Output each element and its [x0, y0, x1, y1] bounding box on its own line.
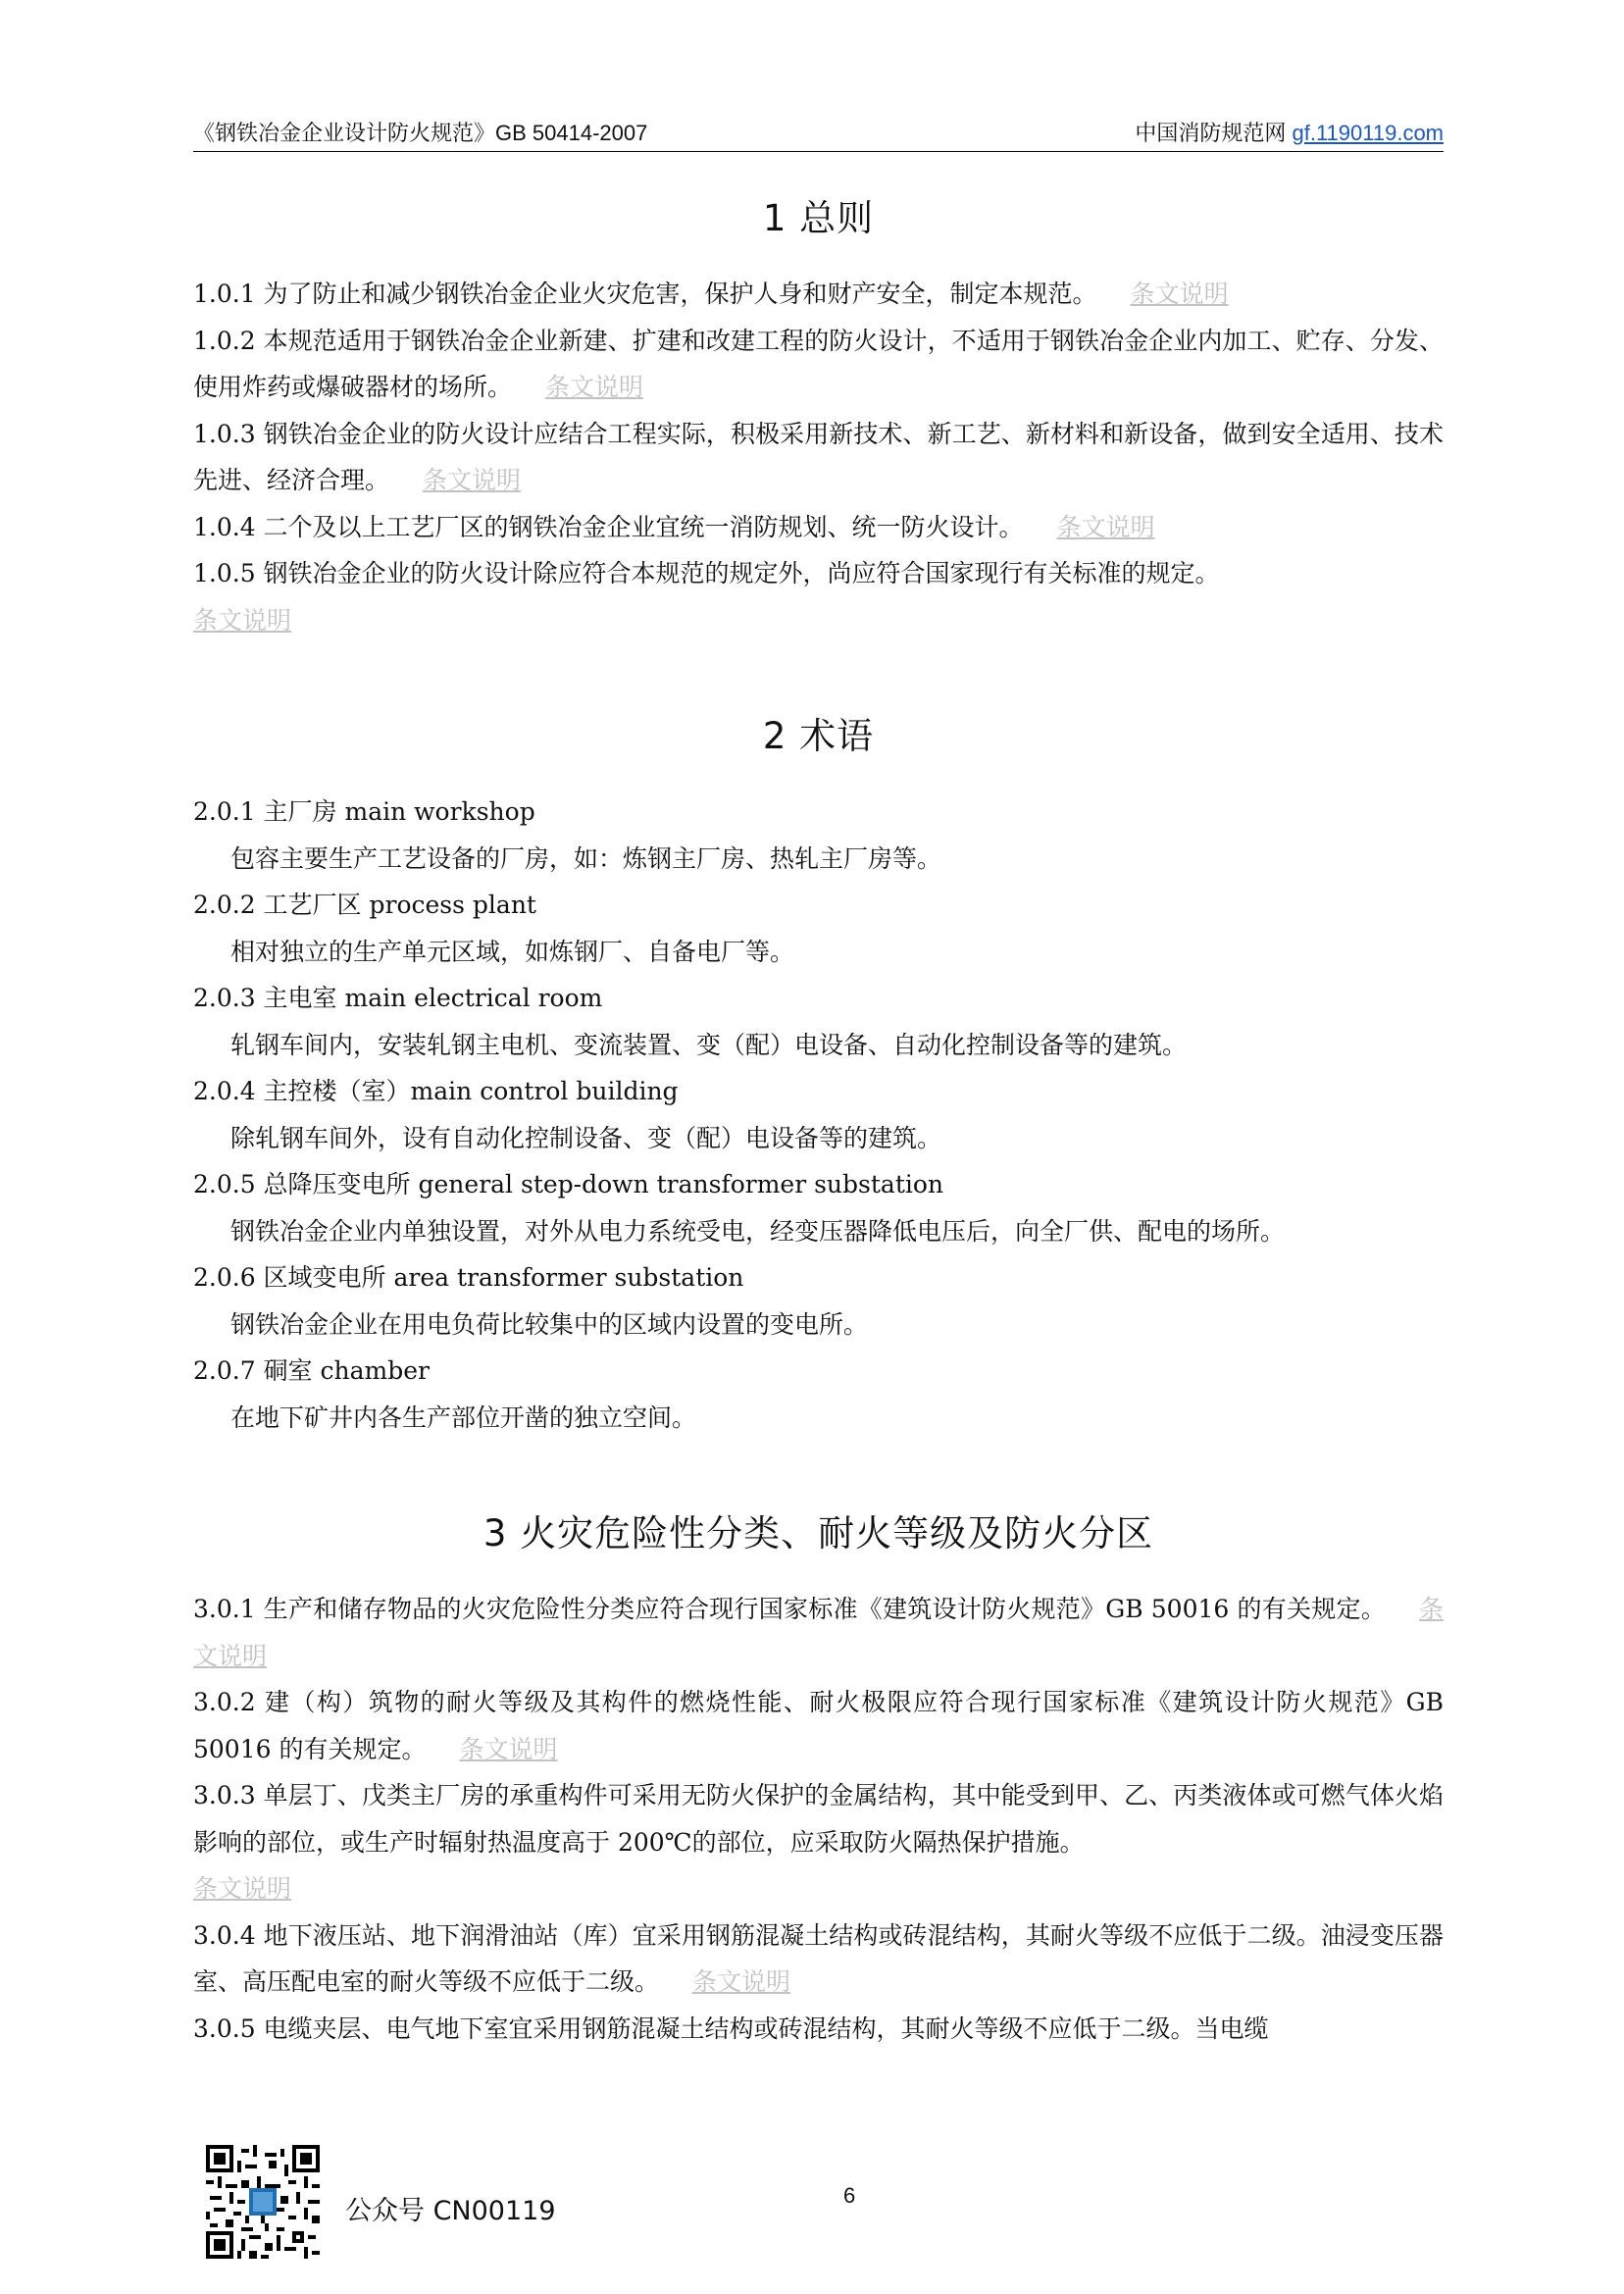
- term-heading: 2.0.6 区域变电所 area transformer substation: [193, 1263, 744, 1292]
- clause-explanation-link[interactable]: 条文说明: [193, 605, 292, 635]
- clause-paragraph: [193, 1912, 1444, 2006]
- term-definition: 钢铁冶金企业在用电负荷比较集中的区域内设置的变电所。: [230, 1309, 869, 1339]
- wechat-account: 公众号 CN00119: [345, 2196, 556, 2226]
- clause-paragraph: [193, 318, 1444, 411]
- header-site-name: 中国消防规范网: [1135, 121, 1287, 145]
- clause-explanation-link[interactable]: 条文说明: [423, 466, 522, 494]
- clause-text: 1.0.2 本规范适用于钢铁冶金企业新建、扩建和改建工程的防火设计，不适用于钢铁冶金企业内加工、贮存、分发、使用炸药或爆破器材的场所。: [193, 326, 1444, 401]
- document-body: [193, 194, 1444, 2052]
- term-definition: 相对独立的生产单元区域，如炼钢厂、自备电厂等。: [230, 937, 795, 966]
- term-definition: 轧钢车间内，安装轧钢主电机、变流装置、变（配）电设备、自动化控制设备等的建筑。: [230, 1030, 1188, 1059]
- section-heading: 2 术语: [762, 715, 875, 757]
- clause-paragraph: [193, 411, 1444, 504]
- clause-paragraph: [193, 271, 1444, 318]
- clause-paragraph: [193, 1772, 1444, 1912]
- term-definition: 钢铁冶金企业内单独设置，对外从电力系统受电，经变压器降低电压后，向全厂供、配电的场所。: [230, 1216, 1286, 1246]
- clause-explanation-link[interactable]: 条文说明: [545, 373, 644, 401]
- term-heading: 2.0.7 硐室 chamber: [193, 1356, 430, 1385]
- header-site: [1135, 117, 1444, 147]
- clause-paragraph: [193, 2006, 1444, 2053]
- term-heading: 2.0.2 工艺厂区 process plant: [193, 891, 536, 919]
- clause-paragraph: [193, 504, 1444, 551]
- term-heading: 2.0.4 主控楼（室）main control building: [193, 1077, 679, 1105]
- section-heading: 3 火灾危险性分类、耐火等级及防火分区: [482, 1512, 1154, 1555]
- page-header: [193, 116, 1444, 152]
- clause-text: 3.0.2 建（构）筑物的耐火等级及其构件的燃烧性能、耐火极限应符合现行国家标准《建筑设计防火规范》GB 50016 的有关规定。: [193, 1688, 1444, 1763]
- section-heading: 1 总则: [762, 197, 875, 239]
- clause-explanation-link[interactable]: 条文说明: [193, 1874, 292, 1903]
- clause-text: 3.0.3 单层丁、戊类主厂房的承重构件可采用无防火保护的金属结构，其中能受到甲、乙、丙类液体或可燃气体火焰影响的部位，或生产时辐射热温度高于 200℃的部位，应采取防火隔热保护措施。: [193, 1781, 1444, 1857]
- clause-text: 3.0.5 电缆夹层、电气地下室宜采用钢筋混凝土结构或砖混结构，其耐火等级不应低于二级。当电缆: [193, 2014, 1269, 2043]
- clause-text: 1.0.3 钢铁冶金企业的防火设计应结合工程实际，积极采用新技术、新工艺、新材料和新设备，做到安全适用、技术先进、经济合理。: [193, 419, 1444, 494]
- page-number: 6: [843, 2183, 856, 2208]
- term-heading: 2.0.5 总降压变电所 general step-down transformer substation: [193, 1170, 944, 1198]
- term-heading: 2.0.1 主厂房 main workshop: [193, 797, 535, 826]
- clause-paragraph: [193, 550, 1444, 643]
- clause-explanation-link[interactable]: 条文说明: [459, 1734, 558, 1763]
- clause-text: 1.0.4 二个及以上工艺厂区的钢铁冶金企业宜统一消防规划、统一防火设计。: [193, 512, 1024, 541]
- clause-explanation-link[interactable]: 条文说明: [193, 1595, 1444, 1670]
- clause-paragraph: [193, 1679, 1444, 1772]
- header-title: 《钢铁冶金企业设计防火规范》GB 50414-2007: [193, 121, 648, 145]
- clause-explanation-link[interactable]: 条文说明: [1130, 280, 1229, 308]
- clause-text: 1.0.5 钢铁冶金企业的防火设计除应符合本规范的规定外，尚应符合国家现行有关标准的规定。: [193, 559, 1220, 587]
- term-definition: 在地下矿井内各生产部位开凿的独立空间。: [230, 1402, 697, 1432]
- clause-explanation-link[interactable]: 条文说明: [692, 1967, 791, 1996]
- clause-text: 1.0.1 为了防止和减少钢铁冶金企业火灾危害，保护人身和财产安全，制定本规范。: [193, 280, 1097, 308]
- qr-code-icon: [206, 2145, 320, 2259]
- clause-text: 3.0.1 生产和储存物品的火灾危险性分类应符合现行国家标准《建筑设计防火规范》GB 50016 的有关规定。: [193, 1595, 1386, 1623]
- header-site-link[interactable]: gf.1190119.com: [1292, 121, 1444, 145]
- clause-text: 3.0.4 地下液压站、地下润滑油站（库）宜采用钢筋混凝土结构或砖混结构，其耐火等级不应低于二级。油浸变压器室、高压配电室的耐火等级不应低于二级。: [193, 1920, 1444, 1996]
- clause-explanation-link[interactable]: 条文说明: [1056, 512, 1155, 541]
- clause-paragraph: [193, 1586, 1444, 1679]
- term-definition: 包容主要生产工艺设备的厂房，如：炼钢主厂房、热轧主厂房等。: [230, 843, 942, 873]
- term-heading: 2.0.3 主电室 main electrical room: [193, 984, 603, 1012]
- term-definition: 除轧钢车间外，设有自动化控制设备、变（配）电设备等的建筑。: [230, 1123, 942, 1152]
